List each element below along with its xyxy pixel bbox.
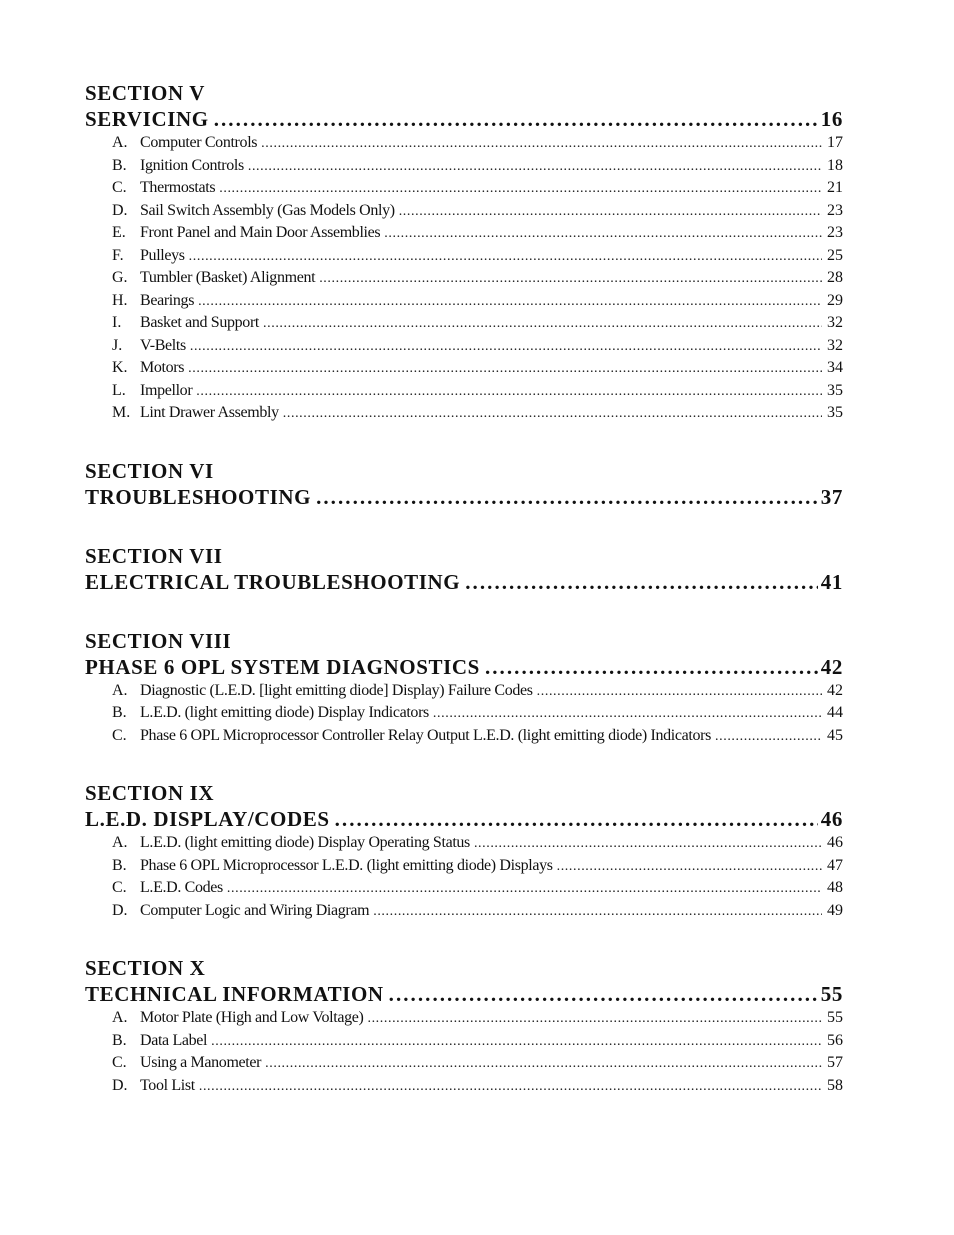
toc-entry[interactable] — [85, 155, 843, 178]
entry-page-number: 42 — [827, 681, 843, 699]
toc-entry[interactable] — [85, 900, 843, 923]
section-label: SECTION VII — [85, 543, 223, 568]
toc-section — [85, 628, 843, 748]
entry-title: Bearings — [140, 291, 195, 309]
entry-title: Phase 6 OPL Microprocessor Controller Relay Output L.E.D. (light emitting diode) Indicators — [140, 726, 712, 744]
section-heading-entry[interactable] — [85, 806, 843, 832]
entry-letter: D. — [112, 201, 128, 219]
entry-page-number: 28 — [827, 269, 843, 286]
entry-page-number: 34 — [827, 359, 843, 376]
section-page-number: 16 — [820, 107, 843, 131]
dot-leader — [214, 106, 818, 132]
dot-leader — [211, 1030, 822, 1054]
toc-entry[interactable] — [85, 200, 843, 223]
entry-letter: E. — [112, 224, 126, 241]
entry-letter: B. — [112, 156, 127, 174]
entry-title: Motors — [140, 359, 185, 376]
dot-leader — [196, 380, 822, 404]
toc-entry[interactable] — [85, 335, 843, 358]
toc-section — [85, 458, 843, 510]
toc-entry[interactable] — [85, 267, 843, 290]
toc-entry[interactable] — [85, 725, 843, 748]
section-heading-entry[interactable] — [85, 981, 843, 1007]
toc-entry[interactable] — [85, 1007, 843, 1030]
entry-letter: L. — [112, 381, 126, 399]
entry-letter: C. — [112, 1054, 127, 1071]
toc-entry[interactable] — [85, 702, 843, 725]
section-heading-entry[interactable] — [85, 106, 843, 132]
dot-leader — [188, 357, 822, 381]
section-page-number: 41 — [820, 569, 843, 594]
toc-entry[interactable] — [85, 245, 843, 268]
toc-section — [85, 955, 843, 1097]
entry-letter: B. — [112, 1031, 127, 1049]
entry-letter: K. — [112, 359, 128, 376]
dot-leader — [265, 1052, 822, 1076]
entry-letter: D. — [112, 1076, 128, 1094]
entry-page-number: 17 — [827, 134, 843, 151]
dot-leader — [189, 245, 822, 269]
entry-title: L.E.D. Codes — [140, 879, 223, 896]
entry-page-number: 18 — [827, 156, 843, 174]
toc-entry[interactable] — [85, 357, 843, 380]
subsection-list — [85, 1007, 843, 1097]
section-page-number: 42 — [820, 654, 843, 679]
entry-page-number: 35 — [827, 381, 843, 399]
toc-entry[interactable] — [85, 402, 843, 425]
entry-title: L.E.D. (light emitting diode) Display Operating Status — [140, 834, 470, 851]
section-label: SECTION VI — [85, 458, 214, 483]
toc-entry[interactable] — [85, 1052, 843, 1075]
entry-page-number: 29 — [827, 291, 843, 309]
entry-title: Impellor — [140, 381, 193, 399]
dot-leader — [316, 484, 818, 510]
toc-entry[interactable] — [85, 1075, 843, 1098]
entry-letter: I. — [112, 314, 122, 331]
section-title: TROUBLESHOOTING — [85, 484, 312, 509]
entry-title: Computer Logic and Wiring Diagram — [140, 901, 370, 919]
entry-letter: A. — [112, 681, 128, 699]
dot-leader — [537, 680, 822, 704]
toc-section — [85, 780, 843, 922]
entry-letter: J. — [112, 336, 123, 354]
subsection-list — [85, 132, 843, 425]
section-title: PHASE 6 OPL SYSTEM DIAGNOSTICS — [85, 654, 480, 679]
dot-leader — [474, 832, 822, 856]
entry-title: Computer Controls — [140, 134, 258, 151]
section-label: SECTION V — [85, 81, 205, 105]
entry-title: Using a Manometer — [140, 1054, 262, 1071]
entry-letter: A. — [112, 834, 128, 851]
dot-leader — [389, 981, 818, 1007]
entry-letter: B. — [112, 856, 127, 874]
dot-leader — [283, 402, 822, 426]
entry-letter: M. — [112, 404, 131, 421]
entry-letter: A. — [112, 134, 128, 151]
entry-title: Ignition Controls — [140, 156, 244, 174]
entry-title: Thermostats — [140, 179, 216, 196]
entry-page-number: 23 — [827, 201, 843, 219]
toc-entry[interactable] — [85, 132, 843, 155]
toc-section — [85, 80, 843, 425]
entry-page-number: 32 — [827, 336, 843, 354]
entry-title: Motor Plate (High and Low Voltage) — [140, 1009, 364, 1026]
dot-leader — [465, 569, 818, 595]
entry-letter: C. — [112, 726, 127, 744]
toc-entry[interactable] — [85, 290, 843, 313]
entry-letter: C. — [112, 879, 127, 896]
entry-title: Pulleys — [140, 246, 185, 264]
entry-title: Phase 6 OPL Microprocessor L.E.D. (light emitting diode) Displays — [140, 856, 553, 874]
entry-title: Tumbler (Basket) Alignment — [140, 269, 316, 286]
toc-section — [85, 543, 843, 595]
entry-page-number: 23 — [827, 224, 843, 241]
dot-leader — [557, 855, 822, 879]
entry-letter: B. — [112, 704, 127, 721]
entry-page-number: 45 — [827, 726, 843, 744]
entry-page-number: 46 — [827, 834, 843, 851]
entry-title: Sail Switch Assembly (Gas Models Only) — [140, 201, 395, 219]
entry-page-number: 32 — [827, 314, 843, 331]
dot-leader — [227, 877, 822, 901]
entry-letter: D. — [112, 901, 128, 919]
subsection-list — [85, 832, 843, 922]
dot-leader — [335, 806, 818, 832]
entry-title: Front Panel and Main Door Assemblies — [140, 224, 381, 241]
dot-leader — [190, 335, 822, 359]
entry-letter: G. — [112, 269, 128, 286]
section-heading-entry[interactable] — [85, 569, 843, 595]
entry-page-number: 48 — [827, 879, 843, 896]
toc-entry[interactable] — [85, 832, 843, 855]
entry-title: Tool List — [140, 1076, 195, 1094]
section-page-number: 55 — [820, 982, 843, 1006]
dot-leader — [367, 1007, 822, 1031]
entry-letter: C. — [112, 179, 127, 196]
toc-entry[interactable] — [85, 1030, 843, 1053]
entry-title: Lint Drawer Assembly — [140, 404, 279, 421]
dot-leader — [199, 1075, 822, 1099]
dot-leader — [485, 654, 818, 680]
section-title: SERVICING — [85, 107, 209, 131]
dot-leader — [219, 177, 822, 201]
entry-page-number: 44 — [827, 704, 843, 721]
section-heading-entry[interactable] — [85, 654, 843, 680]
section-label: SECTION X — [85, 956, 206, 980]
entry-page-number: 35 — [827, 404, 843, 421]
toc-entry[interactable] — [85, 312, 843, 335]
entry-page-number: 58 — [827, 1076, 843, 1094]
entry-page-number: 25 — [827, 246, 843, 264]
entry-title: Data Label — [140, 1031, 208, 1049]
entry-letter: F. — [112, 246, 124, 264]
entry-page-number: 57 — [827, 1054, 843, 1071]
toc-entry[interactable] — [85, 680, 843, 703]
toc-entry[interactable] — [85, 380, 843, 403]
entry-page-number: 49 — [827, 901, 843, 919]
dot-leader — [384, 222, 822, 246]
toc-entry[interactable] — [85, 222, 843, 245]
section-title: TECHNICAL INFORMATION — [85, 982, 384, 1006]
section-page-number: 37 — [820, 484, 843, 509]
subsection-list — [85, 680, 843, 748]
section-label: SECTION IX — [85, 781, 215, 805]
section-page-number: 46 — [820, 807, 843, 831]
entry-title: Basket and Support — [140, 314, 260, 331]
toc-entry[interactable] — [85, 877, 843, 900]
section-label: SECTION VIII — [85, 628, 232, 653]
dot-leader — [261, 132, 822, 156]
dot-leader — [198, 290, 822, 314]
toc-entry[interactable] — [85, 177, 843, 200]
entry-page-number: 47 — [827, 856, 843, 874]
entry-page-number: 21 — [827, 179, 843, 196]
dot-leader — [263, 312, 822, 336]
dot-leader — [248, 155, 822, 179]
dot-leader — [399, 200, 822, 224]
section-heading-entry[interactable] — [85, 484, 843, 510]
dot-leader — [433, 702, 822, 726]
dot-leader — [319, 267, 822, 291]
entry-title: Diagnostic (L.E.D. [light emitting diode] Display) Failure Codes — [140, 681, 533, 699]
toc-entry[interactable] — [85, 855, 843, 878]
dot-leader — [715, 725, 822, 749]
entry-title: L.E.D. (light emitting diode) Display Indicators — [140, 704, 429, 721]
entry-page-number: 55 — [827, 1009, 843, 1026]
table-of-contents — [85, 80, 843, 1097]
dot-leader — [373, 900, 822, 924]
section-title: ELECTRICAL TROUBLESHOOTING — [85, 569, 461, 594]
entry-page-number: 56 — [827, 1031, 843, 1049]
entry-title: V-Belts — [140, 336, 186, 354]
entry-letter: A. — [112, 1009, 128, 1026]
entry-letter: H. — [112, 291, 128, 309]
section-title: L.E.D. DISPLAY/CODES — [85, 807, 330, 831]
